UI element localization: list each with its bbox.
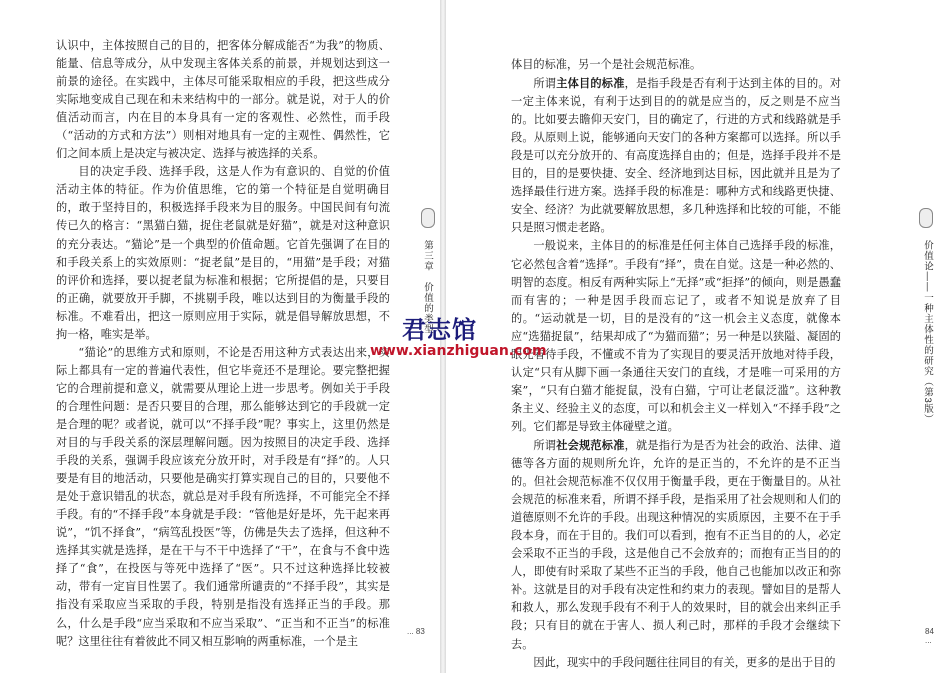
paragraph: 因此，现实中的手段问题往往同目的有关，更多的是出于目的 (533, 655, 836, 669)
paragraph (511, 436, 841, 654)
term-bold: 社会规范标准 (556, 437, 625, 452)
term-bold: 主体目的标准 (556, 76, 625, 91)
paragraph: “猫论”的思维方式和原则，不论是否用这种方式表达出来，实际上都具有一定的普遍代表性，但它毕竟还不是理论。要完整把握它的合理前提和意义，就需要从理论上进一步思考。例如关于手段的合理性问题：是否只要目的合理，那么能够达到它的手段就一定是合理的呢？或者说，就可以“不择手段”呢？事实上，这里仍然是对目的与手段关系的深层理解问题。因为按照目的决定手段、选择手段的关系，强调手段应该充分放开时，对手段是有“择”的。人只要是有目的地活动，只要他是确实打算实现自己的目的，只要他不是处于意识错乱的状态，就总是对手段有所选择，不可能完全不择手段。有的“不择手段”本身就是手段：“管他是好是坏，先干起来再说”，“饥不择食”，“病笃乱投医”等，仿佛是失去了选择，但这种不选择其实就是选择，是在干与不干中选择了“干”，在食与不食中选择了“食”，在投医与等死中选择了“医”。只不过这种选择比较被动，带有一定盲目性罢了。我们通常所谴责的“不择手段”，其实是指没有采取应当采取的手段，特别是指没有选择正当的手段。那么，什么是手段“应当采取和不应当采取”、“正当和不正当”的标准呢？这里往往有着彼此不同又相互影响的两重标准，一个是主 (56, 345, 390, 648)
right-page-body (511, 56, 841, 672)
left-page-body (56, 37, 390, 651)
text-run: 所谓 (533, 77, 557, 91)
text-run: 所谓 (533, 438, 557, 452)
paragraph: 一般说来，主体目的的标准是任何主体自己选择手段的标准，它必然包含着“选择”。手段有“择”，贵在自觉。这是一种必然的、明智的态度。相反有两种实际上“无择”或“拒择”的倾向，则是愚蠢而有害的；一种是因手段而忘记了，或者不知说是放弃了目的。“运动就是一切，目的是没有的”这一机会主义态度，就像本应“选猫捉鼠”，结果却成了“为猫而猫”；另一种是以狭隘、凝固的眼光看待手段，不懂或不肯为了实现目的要灵活开放地对待手段，认定“只有从脚下画一条通往天安门的直线，才是唯一可采用的方案”，“只有白猫才能捉鼠，没有白猫，宁可让老鼠泛滥”。这种教条主义、经验主义的态度，可以和机会主义一样划入“不择手段”之列。它们都是导致主体碰壁之道。 (511, 239, 841, 433)
watermark-logo: 君志馆 (402, 316, 477, 344)
text-run: ，就是指行为是否为社会的政治、法律、道德等各方面的规则所允许，允许的是正当的，不允许的是不正当的。但社会规范标准不仅仅用于衡量手段，更在于衡量目的。从社会规范的标准来看，所谓不择手段，是指采用了社会规则和人们的道德原则不允许的手段。出现这种情况的实质原因，主要不在于手段本身，而在于目的。我们可以看到，抱有不正当目的的人，必定会采取不正当的手段，这是他自己不会放弃的；而抱有正当目的的人，即使有时采取了某些不正当的手段，他自己也能加以改正和弥补。这就是目的对手段有决定性和约束力的表现。譬如目的是帮人和救人，那么发现手段有不利于人的效果时，目的就会出来纠正手段；只有目的就在于害人、损人利己时，那样的手段才会继续下去。 (511, 438, 841, 651)
page-number-right: 84 ... (925, 627, 934, 645)
paragraph: 体目的标准，另一个是社会规范标准。 (511, 58, 702, 71)
watermark-url: www.xianzhiguan.com (370, 343, 547, 359)
page-number-left: ... 83 (407, 627, 425, 636)
paragraph: 目的决定手段、选择手段，这是人作为有意识的、自觉的价值活动主体的特征。作为价值思维，它的第一个特征是自觉明确目的，敢于坚持目的，积极选择手段来为目的服务。中国民间有句流传已久的格言：“黑猫白猫，捉住老鼠就是好猫”，就是对这种意识的充分表达。“猫论”是一个典型的价值命题。它首先强调了在目的和手段关系上的实效原则：“捉老鼠”是目的，“用猫”是手段；对猫的评价和选择，要以捉老鼠为标准和根据；它所提倡的是，只要目的正确，就要放开手脚，不挑剔手段，唯以达到目的为衡量手段的标准。不难看出，把这一原则应用于实际，就是倡导解放思想，不拘一格，唯实是举。 (56, 165, 390, 341)
text-run: ，是指手段是否有利于达到主体的目的。对一定主体来说，有利于达到目的的就是应当的，反之则是不应当的。比如要去瞻仰天安门，目的确定了，行进的方式和线路就是手段。从原则上说，能够通向天安门的各种方案都可以选择。所以手段是可以充分放开的、有高度选择自由的；但是，选择手段并不是目的，目的是要快捷、安全、经济地到达目标，因此就并且是为了选择最佳行进方案。选择手段的标准是：哪种方式和线路更快捷、安全、经济？为此就要解放思想，多几种选择和比较的可能，不能只是照习惯走老路。 (511, 77, 841, 235)
paragraph (511, 74, 841, 237)
running-head-right: 价值论——一种主体性的研究（第3版） (922, 240, 933, 425)
ornament-icon (421, 208, 435, 228)
paragraph: 认识中，主体按照自己的目的，把客体分解成能否“为我”的物质、能量、信息等成分，从中发现主客体关系的前景，并规划达到这一前景的途径。在实践中，主体尽可能采取相应的手段，把这些成分实际地变成自己现在和未来结构中的一部分。就是说，对于人的价值活动而言，内在目的本身具有一定的客观性、必然性，而手段（“活动的方式和方法”）则相对地具有一定的主观性、偶然性，它们之间本质上是决定与被决定、选择与被选择的关系。 (56, 39, 390, 161)
running-head-left: 第三章 价值的类型 (422, 240, 433, 335)
ornament-icon (919, 208, 933, 228)
left-page (0, 0, 440, 673)
